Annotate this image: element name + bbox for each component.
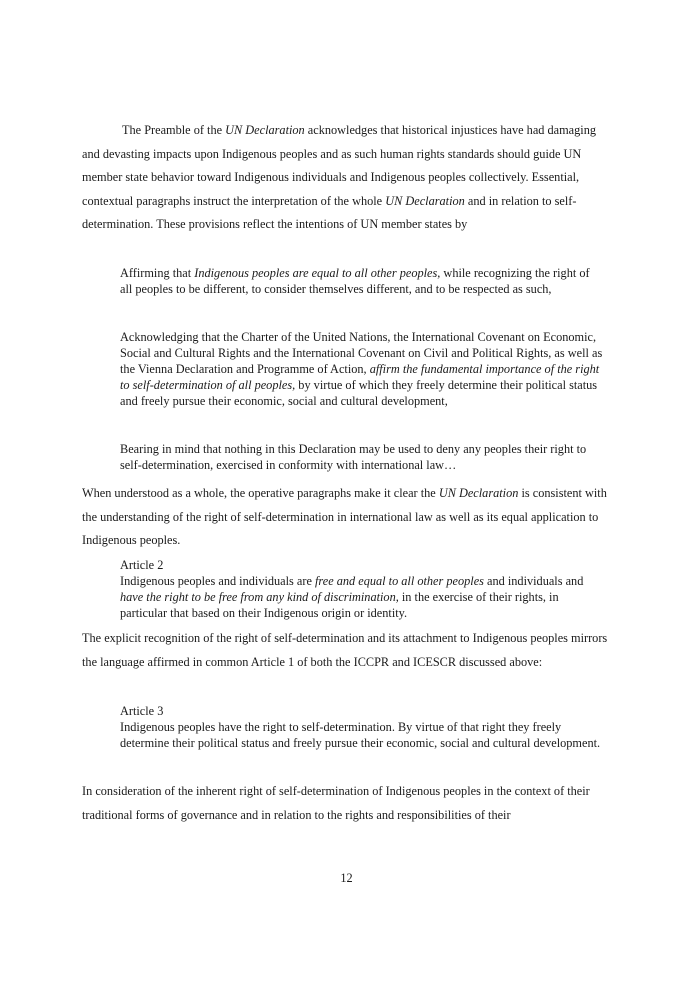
italic-run: UN Declaration [385, 193, 465, 208]
text-run: When understood as a whole, the operative paragraphs make it clear the [82, 486, 439, 500]
block-quote-affirming [120, 265, 604, 297]
article-2-quote [120, 557, 604, 621]
italic-run: affirm the fundamental importance of the right to self-determination of all peoples, [120, 362, 600, 392]
text-run: Affirming that [120, 266, 195, 280]
article-2-text [120, 573, 604, 621]
operative-paragraph [82, 482, 614, 553]
text-run: Acknowledging that the Charter of the United Nations, the International Covenant on Economic, Social and Cultural Rights and the International Covenant on Civil and Political Rights, as well as the Vienna Declaration and Programme of Action, [120, 330, 603, 376]
block-quote-acknowledging [120, 329, 604, 409]
italic-run: Indigenous peoples are equal to all other peoples, [194, 266, 441, 280]
article-3-text: Indigenous peoples have the right to self-determination. By virtue of that right they freely determine their political status and freely pursue their economic, social and cultural development. [120, 720, 601, 750]
article-3-title: Article 3 [120, 704, 164, 718]
text-run: while recognizing the right of all peoples to be different, to consider themselves different, and to be respected as such, [120, 266, 590, 296]
text-run: and individuals and [483, 574, 584, 588]
italic-run: free and equal to all other peoples [315, 574, 484, 588]
article-3-quote [120, 703, 604, 751]
preamble-paragraph [82, 119, 614, 237]
article-2-title: Article 2 [120, 558, 164, 572]
italic-run: have the right to be free from any kind of discrimination, [120, 590, 399, 604]
italic-run: UN Declaration [438, 486, 519, 500]
block-quote-bearing: Bearing in mind that nothing in this Declaration may be used to deny any peoples their right to self-determination, exercised in conformity with international law… [120, 442, 587, 472]
text-run: in the exercise of their rights, in particular that based on their Indigenous origin or identity. [120, 590, 559, 620]
consideration-paragraph: In consideration of the inherent right of self-determination of Indigenous peoples in the context of their traditional forms of governance and in relation to the rights and responsibilities of their [82, 784, 590, 822]
text-run: by virtue of which they freely determine their political status and freely pursue their economic, social and cultural development, [120, 378, 598, 408]
text-run: Indigenous peoples and individuals are [120, 574, 315, 588]
italic-run: UN Declaration [225, 123, 305, 137]
recognition-paragraph: The explicit recognition of the right of self-determination and its attachment to Indigenous peoples mirrors the language affirmed in common Article 1 of both the ICCPR and ICESCR discussed above: [82, 631, 608, 669]
text-run: acknowledges that historical injustices have had damaging and devasting impacts upon Indigenous peoples and as such human rights standards should guide UN member state behavior toward Indigenous individuals and Indigenous peoples collectively. Essential, contextual paragraphs instruct the interpretation of the whole [82, 123, 597, 208]
text-run: is consistent with the understanding of the right of self-determination in international law as well as its equal application to Indigenous peoples. [82, 486, 607, 547]
text-run: and in relation to self-determination. These provisions reflect the intentions of UN member states by [82, 193, 577, 231]
page-number: 12 [340, 871, 353, 885]
text-run: The Preamble of the [122, 123, 226, 137]
